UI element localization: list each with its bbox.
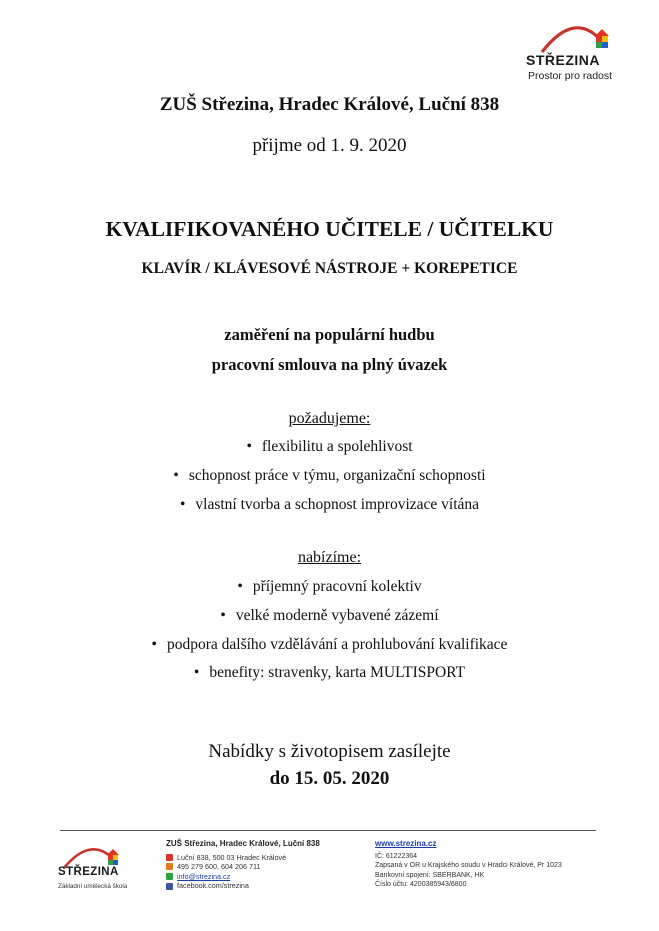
footer-facebook: facebook.com/strezina xyxy=(166,881,320,891)
position-focus: zaměření na populární hudbu xyxy=(224,325,435,344)
bullet-icon: • xyxy=(179,496,186,513)
footer-contacts xyxy=(166,839,320,891)
bullet-icon: • xyxy=(151,636,157,653)
footer-company-info xyxy=(375,839,562,889)
list-item: • schopnost práce v týmu, organizační schopnosti xyxy=(173,467,486,484)
bullet-icon: • xyxy=(220,607,226,624)
bullet-icon: • xyxy=(193,664,200,681)
bullet-icon: • xyxy=(246,438,252,455)
hiring-date: přijme od 1. 9. 2020 xyxy=(252,135,407,156)
deadline: do 15. 05. 2020 xyxy=(269,768,390,789)
footer-logo-subtitle: Základní umělecká škola xyxy=(58,883,128,890)
list-item: • podpora dalšího vzdělávání a prohlubování kvalifikace xyxy=(151,636,508,653)
school-heading: ZUŠ Střezina, Hradec Králové, Luční 838 xyxy=(159,94,500,115)
company-id: IČ: 61222364 xyxy=(375,853,418,861)
website-link[interactable]: www.strezina.cz xyxy=(375,839,437,848)
bank-info: Bankovní spojení: SBERBANK, HK xyxy=(375,871,485,879)
company-register: Zapsaná v OR u Krajského soudu v Hradci Králové, Pr 1023 xyxy=(375,862,562,870)
bullet-icon: • xyxy=(237,578,243,595)
footer-phones: 495 279 600, 604 206 711 xyxy=(166,862,320,872)
requirements-heading: požadujeme: xyxy=(288,410,371,427)
bank-account: Číslo účtu: 4200385943/6800 xyxy=(375,880,467,888)
footer-logo-name: STŘEZINA xyxy=(58,866,119,878)
email-link[interactable]: info@strezina.cz xyxy=(177,871,231,881)
contract-type: pracovní smlouva na plný úvazek xyxy=(211,355,448,374)
footer-email[interactable] xyxy=(166,872,320,882)
home-icon xyxy=(166,854,173,861)
footer-divider xyxy=(60,830,596,831)
list-item: • velké moderně vybavené zázemí xyxy=(220,607,439,624)
footer-logo xyxy=(58,838,138,898)
list-item: • flexibilitu a spolehlivost xyxy=(246,438,413,455)
phone-icon xyxy=(166,863,173,870)
mail-icon xyxy=(166,873,173,880)
facebook-icon xyxy=(166,883,173,890)
closing-text: Nabídky s životopisem zasílejte xyxy=(208,741,451,762)
position-title: KVALIFIKOVANÉHO UČITELE / UČITELKU xyxy=(105,217,554,241)
footer-title: ZUŠ Střezina, Hradec Králové, Luční 838 xyxy=(166,839,320,848)
arc-house-logo-icon xyxy=(538,14,614,54)
footer-address: Luční 838, 500 03 Hradec Králové xyxy=(166,853,320,863)
list-item: • vlastní tvorba a schopnost improvizace vítána xyxy=(179,496,480,513)
strezina-logo xyxy=(526,14,626,82)
offers-heading: nabízíme: xyxy=(297,549,362,566)
position-subject: KLAVÍR / KLÁVESOVÉ NÁSTROJE + KOREPETICE xyxy=(141,260,518,277)
logo-name: STŘEZINA xyxy=(526,52,600,68)
list-item: • příjemný pracovní kolektiv xyxy=(237,578,422,595)
list-item: • benefity: stravenky, karta MULTISPORT xyxy=(193,664,466,681)
bullet-icon: • xyxy=(173,467,179,484)
logo-slogan: Prostor pro radost xyxy=(528,70,613,82)
